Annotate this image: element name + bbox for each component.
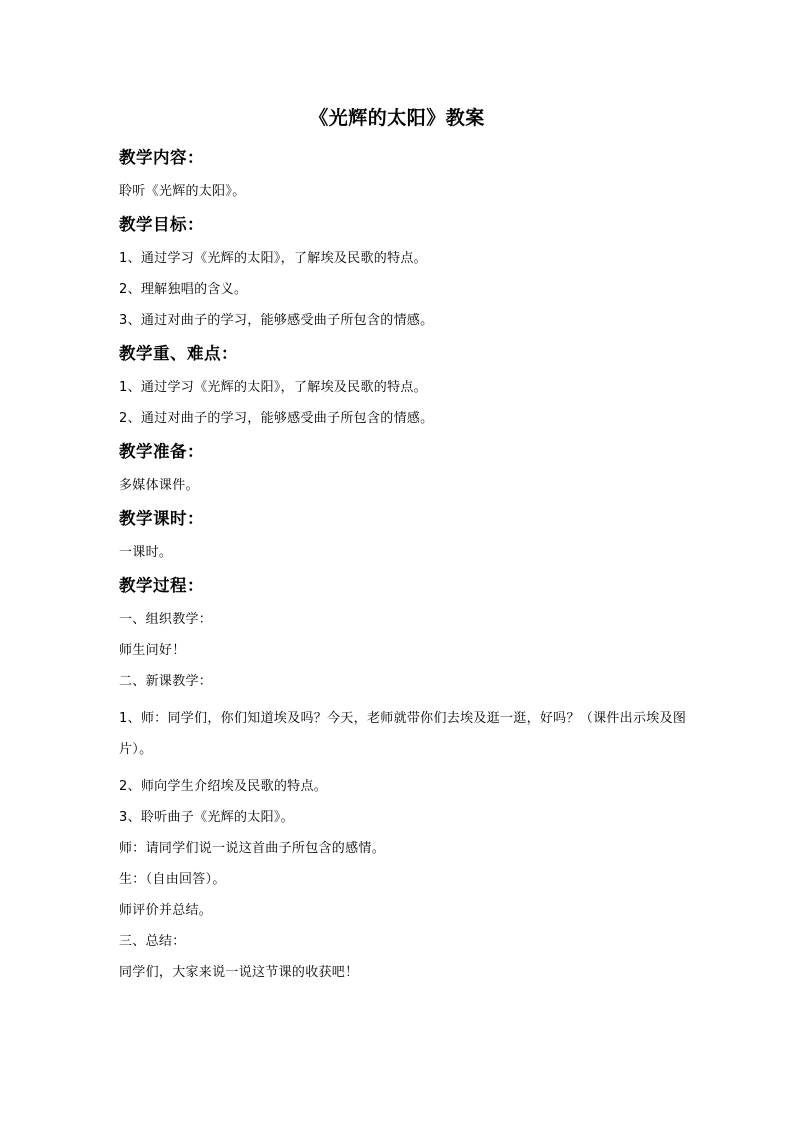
paragraph: 二、新课教学： (119, 674, 213, 689)
section-teaching-process (119, 574, 689, 982)
section-teaching-content (119, 146, 689, 201)
paragraph: 生：（自由回答）。 (119, 872, 226, 887)
paragraph: 师生问好！ (119, 643, 186, 658)
section-teaching-goals (119, 213, 689, 330)
paragraph: 2、理解独唱的含义。 (119, 282, 248, 297)
paragraph: 3、聆听曲子《光辉的太阳》。 (119, 810, 294, 825)
paragraph: 三、总结： (119, 934, 186, 949)
section-class-hours (119, 507, 689, 562)
paragraph: 2、通过对曲子的学习，能够感受曲子所包含的情感。 (119, 411, 434, 426)
paragraph: 师评价并总结。 (119, 903, 213, 918)
paragraph: 师：请同学们说一说这首曲子所包含的感情。 (119, 841, 386, 856)
paragraph: 多媒体课件。 (119, 478, 199, 493)
paragraph: 同学们，大家来说一说这节课的收获吧！ (119, 965, 359, 980)
paragraph: 2、师向学生介绍埃及民歌的特点。 (119, 779, 328, 794)
paragraph: 1、师：同学们，你们知道埃及吗？今天，老师就带你们去埃及逛一逛，好吗？（课件出示埃及图片）。 (119, 711, 687, 757)
document-body (119, 146, 689, 982)
paragraph: 一课时。 (119, 545, 173, 560)
section-preparation (119, 440, 689, 495)
section-key-points (119, 342, 689, 428)
paragraph: 1、通过学习《光辉的太阳》，了解埃及民歌的特点。 (119, 380, 427, 395)
section-heading: 教学内容： (119, 148, 204, 167)
paragraph: 一、组织教学： (119, 612, 213, 627)
section-heading: 教学准备： (119, 442, 204, 461)
paragraph: 聆听《光辉的太阳》。 (119, 184, 246, 199)
document-title: 《光辉的太阳》教案 (309, 107, 485, 129)
paragraph: 3、通过对曲子的学习，能够感受曲子所包含的情感。 (119, 313, 434, 328)
section-heading: 教学过程： (119, 576, 204, 595)
section-heading: 教学目标： (119, 215, 204, 234)
section-heading: 教学重、难点： (119, 344, 238, 363)
paragraph: 1、通过学习《光辉的太阳》，了解埃及民歌的特点。 (119, 251, 427, 266)
section-heading: 教学课时： (119, 509, 204, 528)
